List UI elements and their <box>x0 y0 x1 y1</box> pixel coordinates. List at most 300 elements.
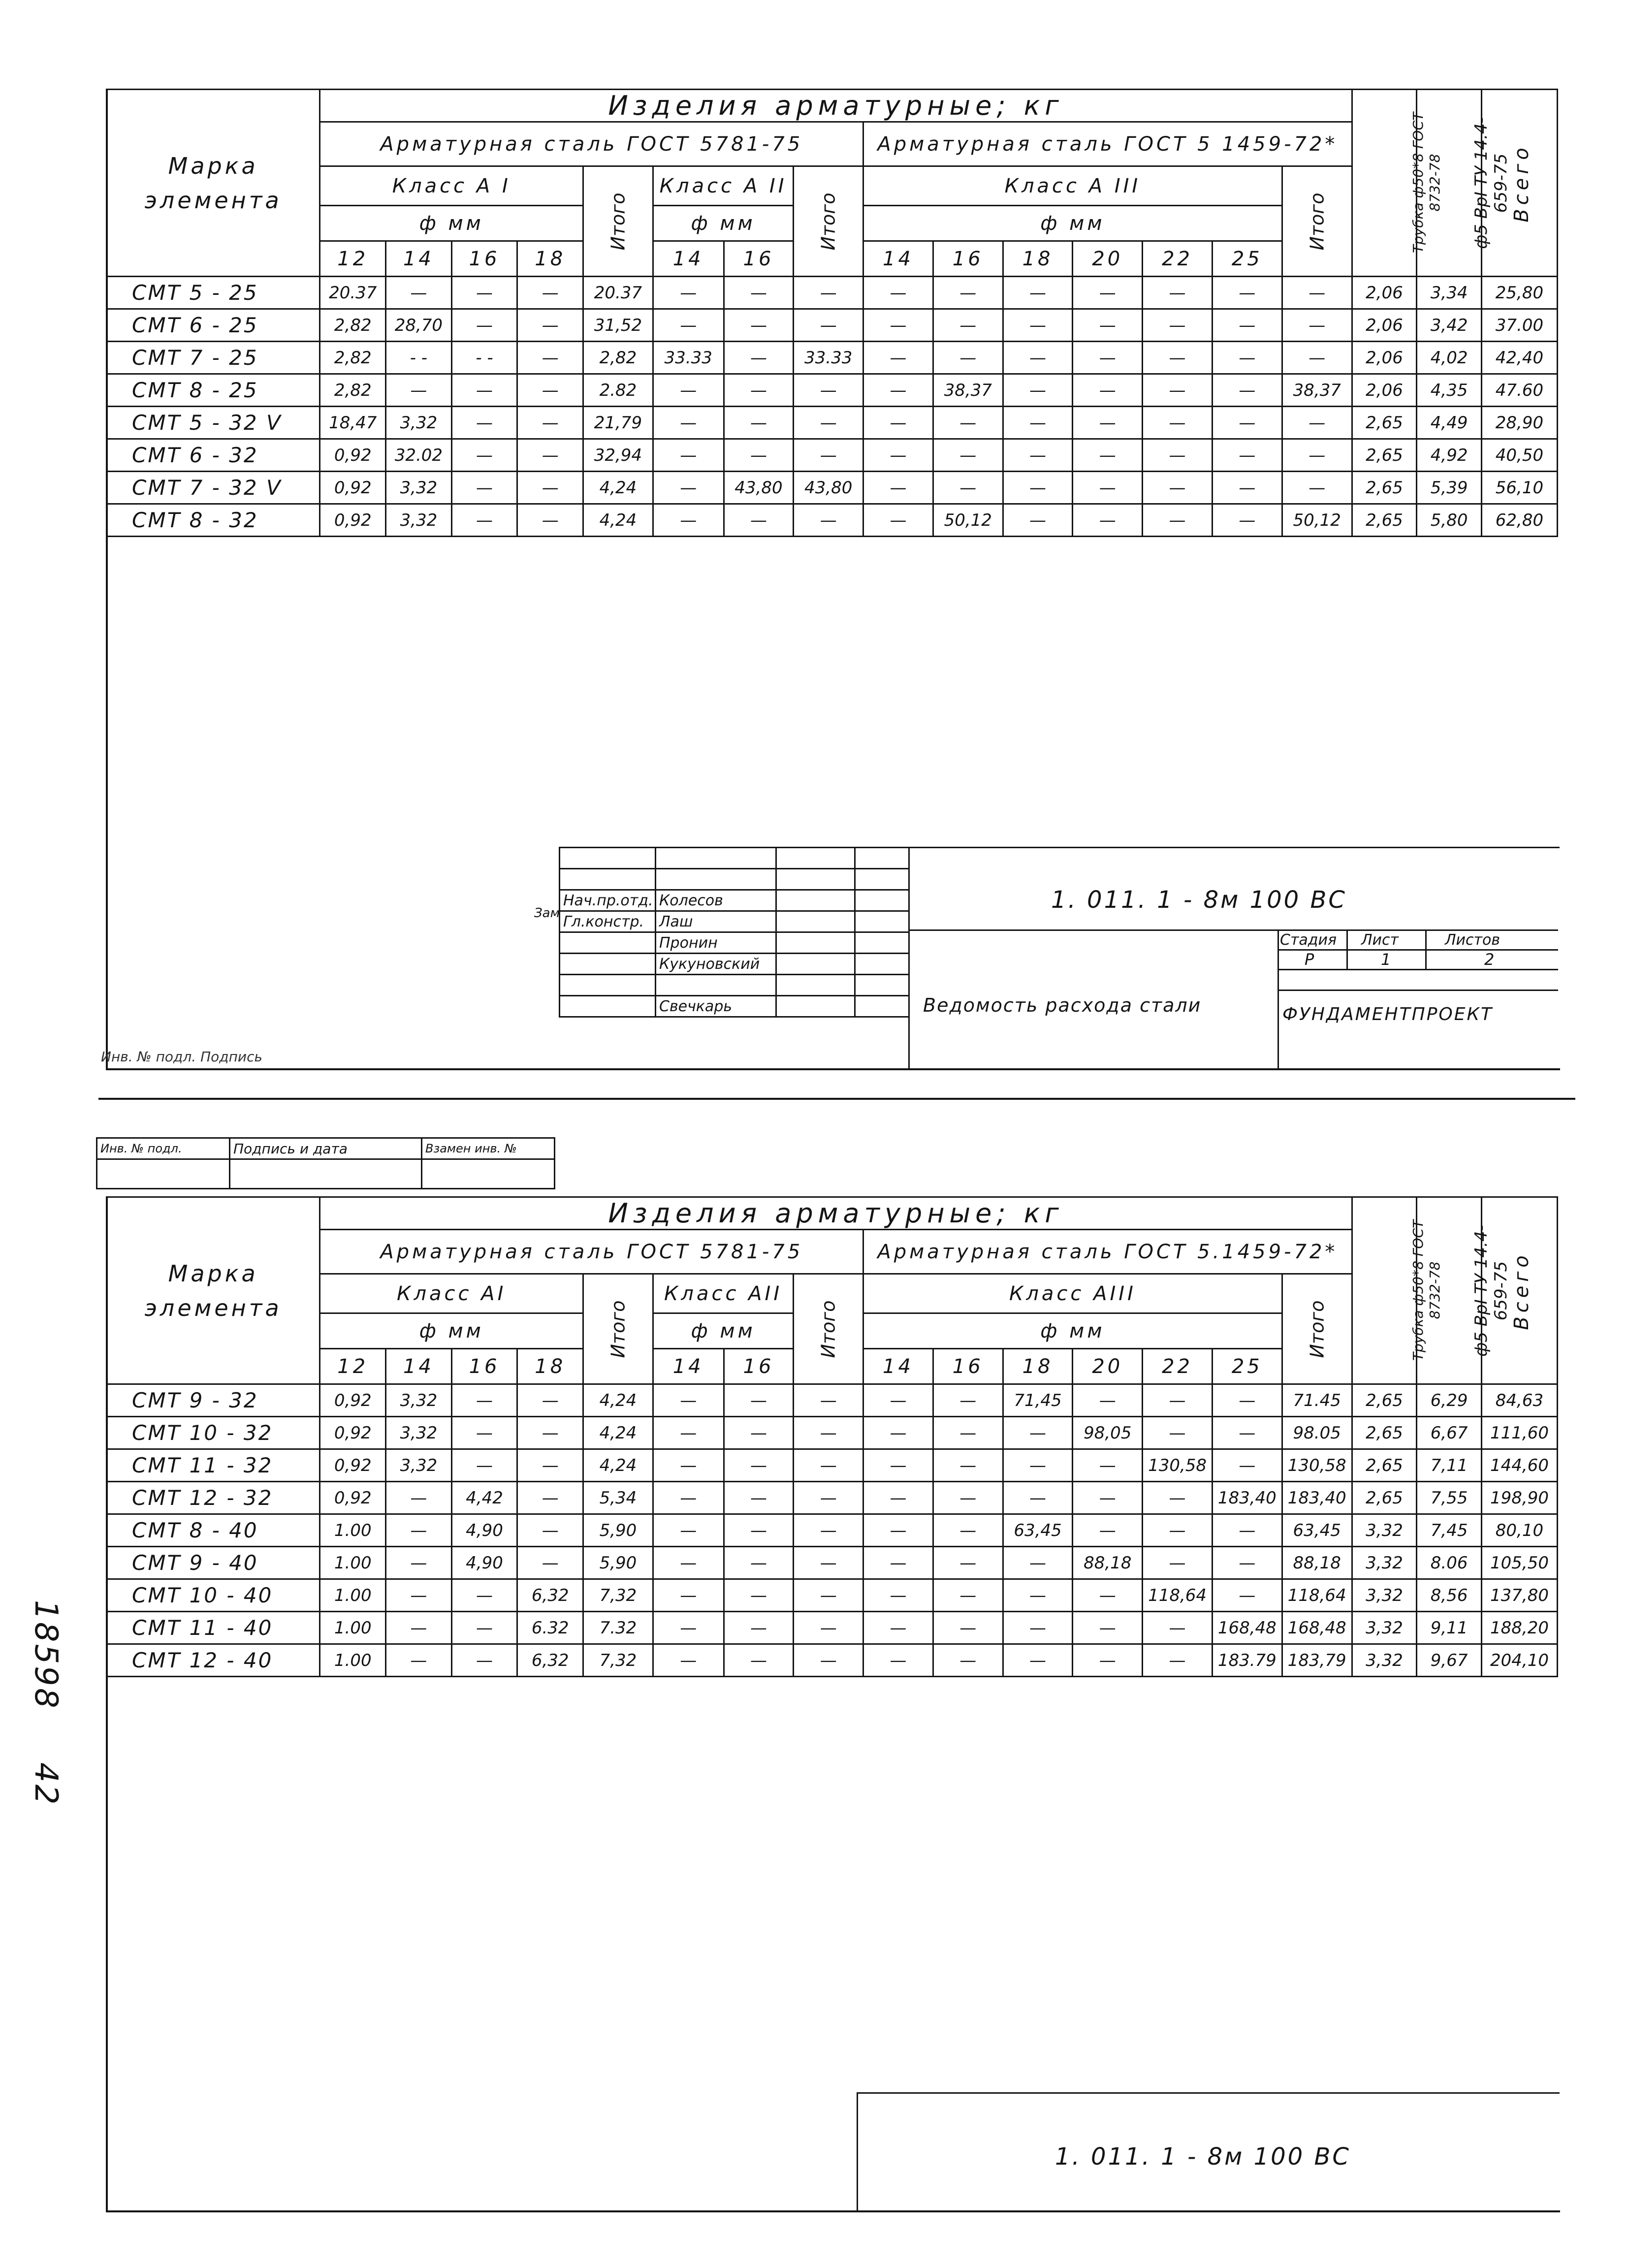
diameter-a3-25: 25 <box>1212 241 1282 277</box>
class-header-a3: Класс А III <box>863 166 1282 206</box>
stage-label: Стадия <box>1280 931 1337 949</box>
cell-a2-total: — <box>794 1547 863 1579</box>
row-mark: СМТ 7 - 32 V <box>107 472 320 504</box>
row-mark: СМТ 7 - 25 <box>107 342 320 374</box>
diameter-a1-12: 12 <box>320 241 386 277</box>
cell-a3-5: 183,40 <box>1212 1482 1282 1514</box>
diameter-a3-14: 14 <box>863 241 933 277</box>
org-name: ФУНДАМЕНТПРОЕКТ <box>1282 1004 1494 1024</box>
cell-a1-3: — <box>517 407 583 439</box>
group-header-a1: Арматурная сталь ГОСТ 5781-75 <box>320 122 863 166</box>
table-row <box>107 1644 1558 1677</box>
cell-wire: 7,11 <box>1417 1449 1482 1482</box>
cell-a2-total: 33.33 <box>794 342 863 374</box>
cell-a1-0: 1.00 <box>320 1547 386 1579</box>
cell-wire: 4,49 <box>1417 407 1482 439</box>
cell-a1-0: 1.00 <box>320 1579 386 1612</box>
row-mark: СМТ 8 - 32 <box>107 504 320 537</box>
cell-a1-total: 5,90 <box>583 1514 653 1547</box>
name-4: Кукуновский <box>656 954 776 975</box>
cell-a1-0: 1.00 <box>320 1514 386 1547</box>
cell-a3-5: — <box>1212 439 1282 472</box>
cell-a3-2: — <box>1003 1449 1073 1482</box>
sheet1-table <box>106 89 1558 763</box>
col-header-itogo-a1: Итого <box>583 166 653 277</box>
table-row <box>107 309 1558 342</box>
cell-a3-2: — <box>1003 407 1073 439</box>
cell-a3-4: — <box>1143 1514 1213 1547</box>
cell-a3-4: — <box>1143 439 1213 472</box>
cell-a2-0: — <box>653 1644 724 1677</box>
cell-a1-1: - - <box>386 342 452 374</box>
table-row <box>107 1514 1558 1547</box>
cell-a3-4: — <box>1143 309 1213 342</box>
diameter-a3-20: 20 <box>1073 241 1143 277</box>
cell-a2-total: — <box>794 439 863 472</box>
stamp-replace: Взамен инв. № <box>422 1138 555 1159</box>
cell-a1-1: — <box>386 277 452 309</box>
cell-a3-3: — <box>1073 1449 1143 1482</box>
class-header-a2: Класс АII <box>653 1274 794 1313</box>
cell-a2-1: — <box>724 1482 794 1514</box>
cell-a3-4: — <box>1143 342 1213 374</box>
cell-a2-1: — <box>724 1612 794 1644</box>
cell-pipe: 3,32 <box>1352 1612 1417 1644</box>
cell-a2-0: — <box>653 309 724 342</box>
cell-a3-0: — <box>863 374 933 407</box>
col-header-itogo-a3: Итого <box>1282 166 1352 277</box>
cell-a3-4: 118,64 <box>1143 1579 1213 1612</box>
cell-a2-0: — <box>653 1612 724 1644</box>
cell-a2-1: — <box>724 1449 794 1482</box>
cell-pipe: 2,65 <box>1352 1417 1417 1449</box>
cell-a2-0: — <box>653 504 724 537</box>
class-header-a2: Класс А II <box>653 166 794 206</box>
diameter-a2-16: 16 <box>724 1349 794 1384</box>
table-row <box>107 1449 1558 1482</box>
cell-a3-5: 183.79 <box>1212 1644 1282 1677</box>
stamp-sign: Подпись и дата <box>230 1138 422 1159</box>
cell-a1-0: 0,92 <box>320 439 386 472</box>
cell-a3-3: — <box>1073 1579 1143 1612</box>
row-mark: СМТ 11 - 40 <box>107 1612 320 1644</box>
cell-a3-4: — <box>1143 1612 1213 1644</box>
cell-wire: 7,45 <box>1417 1514 1482 1547</box>
cell-total: 188,20 <box>1481 1612 1557 1644</box>
cell-a1-0: 0,92 <box>320 1482 386 1514</box>
cell-a3-1: — <box>933 1482 1003 1514</box>
cell-pipe: 2,65 <box>1352 1482 1417 1514</box>
cell-a3-total: — <box>1282 342 1352 374</box>
cell-a3-total: 183,40 <box>1282 1482 1352 1514</box>
cell-total: 28,90 <box>1481 407 1557 439</box>
table-row <box>107 1612 1558 1644</box>
titleblock-1 <box>534 847 1558 1068</box>
doc-name: Ведомость расхода стали <box>923 994 1202 1016</box>
cell-a3-total: 168,48 <box>1282 1612 1352 1644</box>
empty-area <box>107 537 1558 763</box>
cell-a3-1: — <box>933 1547 1003 1579</box>
cell-a1-3: — <box>517 1417 583 1449</box>
cell-a1-1: — <box>386 1579 452 1612</box>
cell-a1-3: — <box>517 309 583 342</box>
cell-a3-2: — <box>1003 1547 1073 1579</box>
cell-a3-4: — <box>1143 277 1213 309</box>
cell-a1-1: 32.02 <box>386 439 452 472</box>
cell-a3-4: — <box>1143 1547 1213 1579</box>
cell-a1-3: — <box>517 1482 583 1514</box>
cell-wire: 3,34 <box>1417 277 1482 309</box>
row-mark: СМТ 6 - 25 <box>107 309 320 342</box>
cell-pipe: 3,32 <box>1352 1579 1417 1612</box>
cell-a1-3: 6,32 <box>517 1644 583 1677</box>
cell-a3-2: — <box>1003 374 1073 407</box>
role-3 <box>560 932 656 954</box>
phi-header-a2: ф мм <box>653 206 794 241</box>
row-mark: СМТ 5 - 25 <box>107 277 320 309</box>
diameter-a3-18: 18 <box>1003 241 1073 277</box>
name-1: Колесов <box>656 890 776 911</box>
cell-a3-total: — <box>1282 472 1352 504</box>
cell-a1-2: — <box>451 407 517 439</box>
cell-a2-1: — <box>724 1579 794 1612</box>
row-mark: СМТ 12 - 40 <box>107 1644 320 1677</box>
cell-wire: 8,56 <box>1417 1579 1482 1612</box>
cell-a3-5: — <box>1212 1547 1282 1579</box>
cell-a3-total: — <box>1282 439 1352 472</box>
diameter-a3-16: 16 <box>933 241 1003 277</box>
diameter-a2-14: 14 <box>653 241 724 277</box>
cell-a3-2: — <box>1003 439 1073 472</box>
row-mark: СМТ 9 - 32 <box>107 1384 320 1417</box>
cell-total: 25,80 <box>1481 277 1557 309</box>
cell-a3-0: — <box>863 1384 933 1417</box>
cell-a3-0: — <box>863 472 933 504</box>
cell-a2-0: — <box>653 1514 724 1547</box>
row-mark: СМТ 11 - 32 <box>107 1449 320 1482</box>
stamp-inv: Инв. № подл. <box>97 1138 230 1159</box>
table-row <box>107 1384 1558 1417</box>
cell-a1-total: 21,79 <box>583 407 653 439</box>
cell-a3-0: — <box>863 1547 933 1579</box>
cell-a2-1: — <box>724 277 794 309</box>
name-3: Пронин <box>656 932 776 954</box>
cell-a3-4: 130,58 <box>1143 1449 1213 1482</box>
cell-a2-1: — <box>724 374 794 407</box>
cell-a3-5: — <box>1212 309 1282 342</box>
cell-a3-1: 38,37 <box>933 374 1003 407</box>
cell-a3-0: — <box>863 1579 933 1612</box>
cell-a1-2: — <box>451 1449 517 1482</box>
cell-a2-total: — <box>794 1384 863 1417</box>
cell-a3-total: 63,45 <box>1282 1514 1352 1547</box>
cell-a3-1: — <box>933 439 1003 472</box>
diameter-a3-22: 22 <box>1143 241 1213 277</box>
cell-a1-total: 2,82 <box>583 342 653 374</box>
diameter-a1-16: 16 <box>451 1349 517 1384</box>
diameter-a1-16: 16 <box>451 241 517 277</box>
cell-a3-3: — <box>1073 1384 1143 1417</box>
cell-a3-5: — <box>1212 1514 1282 1547</box>
cell-pipe: 2,06 <box>1352 374 1417 407</box>
cell-a3-4: — <box>1143 472 1213 504</box>
cell-a1-total: 7,32 <box>583 1579 653 1612</box>
cell-a1-total: 4,24 <box>583 472 653 504</box>
class-header-a1: Класс АI <box>320 1274 583 1313</box>
diameter-a3-16: 16 <box>933 1349 1003 1384</box>
table-row <box>107 342 1558 374</box>
cell-a1-3: — <box>517 1449 583 1482</box>
role-1: Нач.пр.отд. <box>560 890 656 911</box>
table-row <box>107 277 1558 309</box>
cell-a1-3: 6.32 <box>517 1612 583 1644</box>
col-header-itogo-a2: Итого <box>794 1274 863 1384</box>
cell-pipe: 2,06 <box>1352 309 1417 342</box>
cell-total: 56,10 <box>1481 472 1557 504</box>
cell-a1-0: 2,82 <box>320 374 386 407</box>
row-mark: СМТ 8 - 40 <box>107 1514 320 1547</box>
cell-a3-3: — <box>1073 277 1143 309</box>
cell-pipe: 2,65 <box>1352 472 1417 504</box>
class-header-a3: Класс АIII <box>863 1274 1282 1313</box>
table-row <box>107 472 1558 504</box>
sheet2-table <box>106 1196 1558 2208</box>
cell-a3-0: — <box>863 1417 933 1449</box>
cell-a1-2: - - <box>451 342 517 374</box>
cell-a1-1: 3,32 <box>386 407 452 439</box>
table-row <box>107 504 1558 537</box>
cell-a2-total: — <box>794 374 863 407</box>
cell-total: 42,40 <box>1481 342 1557 374</box>
zam-label: Зам <box>534 906 560 921</box>
phi-header-a1: ф мм <box>320 206 583 241</box>
cell-wire: 8.06 <box>1417 1547 1482 1579</box>
cell-a3-2: — <box>1003 504 1073 537</box>
cell-a1-0: 18,47 <box>320 407 386 439</box>
cell-a2-0: — <box>653 1384 724 1417</box>
col-header-pipe: Трубка ф50*8 ГОСТ 8732-78 <box>1352 1197 1417 1384</box>
cell-a3-0: — <box>863 1482 933 1514</box>
cell-a3-5: — <box>1212 374 1282 407</box>
cell-a3-2: — <box>1003 1579 1073 1612</box>
cell-wire: 5,80 <box>1417 504 1482 537</box>
cell-a1-1: 3,32 <box>386 1449 452 1482</box>
cell-a1-total: 4,24 <box>583 1384 653 1417</box>
role-6 <box>560 996 656 1017</box>
cell-pipe: 2,65 <box>1352 504 1417 537</box>
cell-total: 62,80 <box>1481 504 1557 537</box>
col-header-itogo-a1: Итого <box>583 1274 653 1384</box>
cell-a1-total: 7.32 <box>583 1612 653 1644</box>
cell-a3-1: — <box>933 277 1003 309</box>
cell-a3-total: 71.45 <box>1282 1384 1352 1417</box>
cell-wire: 4,92 <box>1417 439 1482 472</box>
cell-a3-3: — <box>1073 439 1143 472</box>
cell-a3-4: — <box>1143 407 1213 439</box>
cell-a3-5: — <box>1212 1384 1282 1417</box>
stamp-sheet2 <box>96 1137 555 1189</box>
cell-total: 37.00 <box>1481 309 1557 342</box>
cell-a3-3: — <box>1073 504 1143 537</box>
cell-a1-2: — <box>451 374 517 407</box>
sheet-value: 1 <box>1381 950 1391 969</box>
cell-total: 111,60 <box>1481 1417 1557 1449</box>
cell-a1-1: 3,32 <box>386 1384 452 1417</box>
cell-a1-0: 0,92 <box>320 1449 386 1482</box>
cell-wire: 9,11 <box>1417 1612 1482 1644</box>
cell-wire: 5,39 <box>1417 472 1482 504</box>
cell-a3-3: — <box>1073 1612 1143 1644</box>
cell-a3-1: 50,12 <box>933 504 1003 537</box>
cell-a3-5: — <box>1212 472 1282 504</box>
cell-pipe: 2,65 <box>1352 1449 1417 1482</box>
cell-pipe: 2,06 <box>1352 277 1417 309</box>
col-header-wire: ф5 ВрI ТУ 14.4-659-75 <box>1417 90 1482 277</box>
cell-a3-0: — <box>863 277 933 309</box>
cell-a1-1: — <box>386 1514 452 1547</box>
cell-a3-1: — <box>933 1384 1003 1417</box>
cell-wire: 6,67 <box>1417 1417 1482 1449</box>
cell-a3-4: — <box>1143 1644 1213 1677</box>
cell-a3-3: — <box>1073 374 1143 407</box>
cell-a1-3: 6,32 <box>517 1579 583 1612</box>
cell-total: 80,10 <box>1481 1514 1557 1547</box>
cell-a3-3: — <box>1073 472 1143 504</box>
cell-total: 198,90 <box>1481 1482 1557 1514</box>
cell-a1-0: 2,82 <box>320 342 386 374</box>
row-mark: СМТ 12 - 32 <box>107 1482 320 1514</box>
cell-a2-total: — <box>794 1482 863 1514</box>
cell-a3-1: — <box>933 1514 1003 1547</box>
cell-a1-2: — <box>451 504 517 537</box>
cell-a1-total: 4,24 <box>583 504 653 537</box>
cell-a3-3: — <box>1073 1514 1143 1547</box>
cell-a3-2: — <box>1003 1417 1073 1449</box>
cell-wire: 7,55 <box>1417 1482 1482 1514</box>
cell-a3-4: — <box>1143 1417 1213 1449</box>
cell-a1-2: 4,90 <box>451 1514 517 1547</box>
cell-pipe: 3,32 <box>1352 1547 1417 1579</box>
col-header-pipe: Трубка ф50*8 ГОСТ 8732-78 <box>1352 90 1417 277</box>
cell-a3-0: — <box>863 1449 933 1482</box>
role-2: Гл.констр. <box>560 911 656 932</box>
table-row <box>107 1579 1558 1612</box>
cell-a1-2: — <box>451 439 517 472</box>
cell-a1-2: — <box>451 1417 517 1449</box>
cell-a3-5: — <box>1212 1579 1282 1612</box>
cell-a1-1: 28,70 <box>386 309 452 342</box>
row-mark: СМТ 10 - 40 <box>107 1579 320 1612</box>
cell-pipe: 2,06 <box>1352 342 1417 374</box>
cell-a3-0: — <box>863 1644 933 1677</box>
cell-a1-total: 20.37 <box>583 277 653 309</box>
cell-a3-2: — <box>1003 342 1073 374</box>
diameter-a2-14: 14 <box>653 1349 724 1384</box>
cell-a2-1: 43,80 <box>724 472 794 504</box>
cell-a1-2: — <box>451 1644 517 1677</box>
group-header-a3: Арматурная сталь ГОСТ 5 1459-72* <box>863 122 1352 166</box>
sheets-label: Листов <box>1445 931 1500 949</box>
cell-a3-1: — <box>933 1417 1003 1449</box>
cell-a2-0: — <box>653 1449 724 1482</box>
diameter-a3-25: 25 <box>1212 1349 1282 1384</box>
cell-total: 84,63 <box>1481 1384 1557 1417</box>
diameter-a1-14: 14 <box>386 1349 452 1384</box>
cell-a1-0: 2,82 <box>320 309 386 342</box>
cell-a3-1: — <box>933 1612 1003 1644</box>
diameter-a3-20: 20 <box>1073 1349 1143 1384</box>
cell-a1-3: — <box>517 472 583 504</box>
phi-header-a1: ф мм <box>320 1313 583 1349</box>
cell-a1-2: — <box>451 1612 517 1644</box>
cell-a3-total: — <box>1282 277 1352 309</box>
cell-a1-2: — <box>451 309 517 342</box>
cell-a3-2: — <box>1003 1612 1073 1644</box>
cell-a3-total: — <box>1282 407 1352 439</box>
diameter-a3-18: 18 <box>1003 1349 1073 1384</box>
cell-a2-1: — <box>724 1384 794 1417</box>
cell-a1-3: — <box>517 504 583 537</box>
cell-a2-1: — <box>724 1644 794 1677</box>
cell-a3-total: 38,37 <box>1282 374 1352 407</box>
cell-a3-2: — <box>1003 309 1073 342</box>
phi-header-a3: ф мм <box>863 206 1282 241</box>
table-title: Изделия арматурные; кг <box>320 1197 1352 1230</box>
cell-a3-total: 118,64 <box>1282 1579 1352 1612</box>
diameter-a1-18: 18 <box>517 1349 583 1384</box>
col-header-wire: ф5 ВрI ТУ 14.4-659-75 <box>1417 1197 1482 1384</box>
table-row <box>107 1417 1558 1449</box>
col-header-itogo-a3: Итого <box>1282 1274 1352 1384</box>
cell-a3-0: — <box>863 439 933 472</box>
cell-a3-3: 88,18 <box>1073 1547 1143 1579</box>
cell-a1-1: — <box>386 1482 452 1514</box>
phi-header-a2: ф мм <box>653 1313 794 1349</box>
cell-a3-5: — <box>1212 504 1282 537</box>
cell-a3-1: — <box>933 1644 1003 1677</box>
cell-a1-total: 4,24 <box>583 1417 653 1449</box>
cell-a3-4: — <box>1143 1482 1213 1514</box>
cell-wire: 9,67 <box>1417 1644 1482 1677</box>
cell-a3-total: 88,18 <box>1282 1547 1352 1579</box>
cell-a2-total: — <box>794 1417 863 1449</box>
side-number-1: 18598 <box>28 1600 64 1710</box>
cell-a3-1: — <box>933 309 1003 342</box>
cell-a1-3: — <box>517 277 583 309</box>
cell-a2-total: — <box>794 309 863 342</box>
sheets-value: 2 <box>1484 950 1495 969</box>
cell-a1-0: 0,92 <box>320 1384 386 1417</box>
cell-a3-0: — <box>863 309 933 342</box>
row-mark: СМТ 6 - 32 <box>107 439 320 472</box>
table-title: Изделия арматурные; кг <box>320 90 1352 122</box>
row-mark: СМТ 5 - 32 V <box>107 407 320 439</box>
cell-a1-total: 4,24 <box>583 1449 653 1482</box>
cell-a3-3: 98,05 <box>1073 1417 1143 1449</box>
diameter-a1-18: 18 <box>517 241 583 277</box>
cell-a2-total: — <box>794 1449 863 1482</box>
cell-a3-5: — <box>1212 1417 1282 1449</box>
cell-a1-0: 1.00 <box>320 1644 386 1677</box>
cell-a1-1: — <box>386 374 452 407</box>
cell-a2-0: — <box>653 407 724 439</box>
role-4 <box>560 954 656 975</box>
cell-a1-total: 32,94 <box>583 439 653 472</box>
cell-a3-4: — <box>1143 504 1213 537</box>
cell-a2-1: — <box>724 1417 794 1449</box>
sheet-label: Лист <box>1361 931 1399 949</box>
cell-a3-total: 183,79 <box>1282 1644 1352 1677</box>
